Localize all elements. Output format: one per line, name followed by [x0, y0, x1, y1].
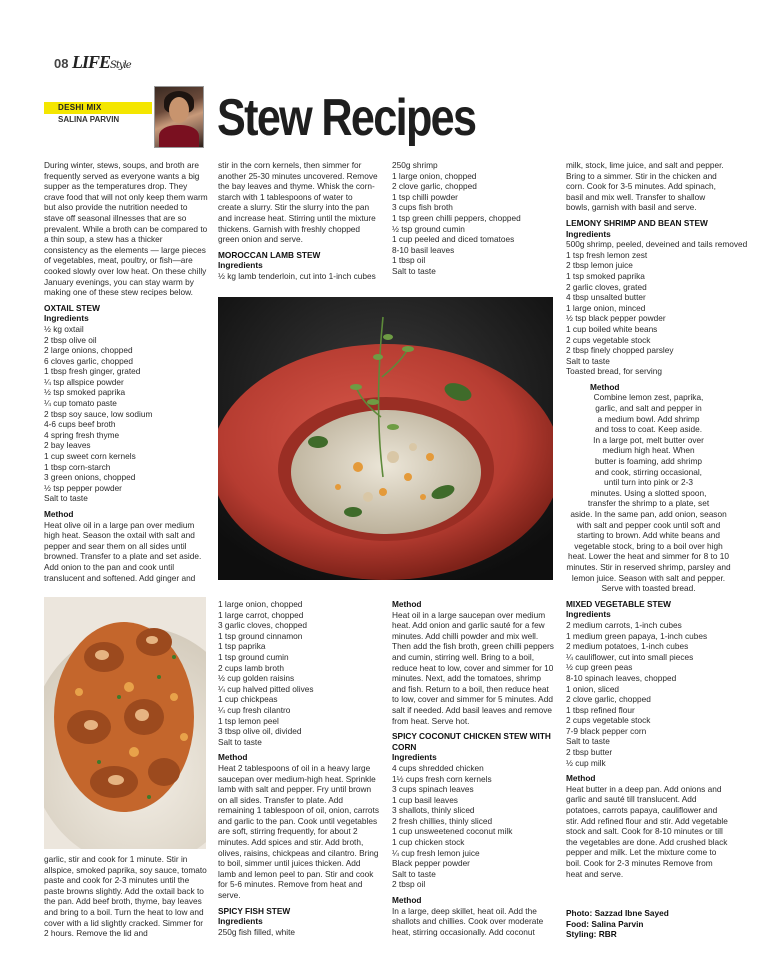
logo-sub: Style — [110, 60, 131, 71]
list-item: 1 tsp paprika — [218, 641, 266, 652]
list-item: Salt to taste — [44, 493, 88, 504]
mixed-ingredients-label: Ingredients — [566, 609, 611, 620]
photo-credits — [566, 908, 669, 940]
list-item: medium high heat. When — [602, 445, 695, 456]
list-item: Serve with toasted bread. — [601, 583, 696, 594]
list-item: 1 cup boiled white beans — [566, 323, 658, 334]
coconut-title: SPICY COCONUT CHICKEN STEW WITH CORN — [392, 731, 551, 752]
column-1-bottom — [44, 854, 208, 939]
page-title: Stew Recipes — [217, 89, 476, 147]
list-item: ¼ cauliflower, cut into small pieces — [566, 651, 694, 662]
list-item: 3 cups spinach leaves — [392, 784, 474, 795]
list-item: 4 tbsp unsalted butter — [566, 292, 646, 303]
list-item: aside. In the same pan, add onion, season — [570, 509, 727, 519]
list-item: ½ cup golden raisins — [218, 673, 295, 684]
list-item: 1 tsp ground cumin — [218, 651, 289, 662]
lamb-method-label: Method — [218, 752, 248, 763]
list-item: 1 tsp green chilli peppers, chopped — [392, 212, 521, 223]
list-item: heat. Lower the heat and simmer for 8 to 10 — [568, 551, 729, 562]
list-item: ½ tsp pepper powder — [44, 482, 122, 493]
list-item: 7-9 black pepper corn — [566, 725, 647, 736]
list-item: ¼ cup tomato paste — [44, 398, 117, 409]
column-2-bottom — [218, 599, 380, 937]
list-item: and cook, stirring occasional, — [595, 466, 702, 477]
list-item: 2 fresh chillies, thinly sliced — [392, 815, 493, 826]
list-item: 2 medium carrots, 1-inch cubes — [566, 619, 682, 630]
list-item: 2 cups vegetable stock — [566, 715, 651, 726]
list-item: starting to brown. Add white beans and — [577, 530, 720, 541]
stew-plate-illustration — [218, 297, 553, 580]
credit-food: Food: Salina Parvin — [566, 918, 644, 929]
list-item: Salt to taste — [218, 736, 262, 747]
list-item: 1 cup chicken stock — [392, 837, 465, 848]
list-item: ½ kg lamb tenderloin, cut into 1-inch cubes — [218, 270, 376, 281]
mixed-method: Heat butter in a deep pan. Add onions and garlic and sauté till translucent. Add potatoes, carrots papaya, cauliflower and stir. Add refined flour and stir. Add vegetable stock and salt. Cook for 8-10 minutes or till the vegetables are done. Add crushed black pepper and milk. Let the mixture come to boil. Cook for 2-3 minutes Remove from heat and serve. — [566, 783, 728, 879]
portrait-face — [169, 97, 189, 123]
list-item: 3 green onions, chopped — [44, 472, 136, 483]
list-item: 250g fish filled, white — [218, 926, 296, 937]
oxtail-method-b: garlic, stir and cook for 1 minute. Stir in allspice, smoked paprika, soy sauce, tomato paste and cook for 2-3 minutes until the paste browns slightly. Add the oxtail back to the pan. Add beef broth, thyme, bay leaves and bring to a boil. Turn the heat to low and cover with a lid slightly cracked. Simmer for 2 hours. Remove the lid and — [44, 854, 207, 939]
column-2-top — [218, 160, 378, 282]
list-item: 2 clove garlic, chopped — [392, 181, 477, 192]
list-item: until turn into pink or 2-3 — [603, 477, 693, 488]
oxtail-stew-illustration — [44, 597, 206, 849]
column-4 — [566, 160, 748, 879]
list-item: 250g shrimp — [392, 160, 438, 170]
list-item: 1 tsp ground cinnamon — [218, 630, 303, 641]
list-item: Salt to taste — [392, 868, 436, 879]
list-item: 2 garlic cloves, grated — [566, 281, 647, 292]
list-item: 6 cloves garlic, chopped — [44, 355, 134, 366]
list-item: 2 medium potatoes, 1-inch cubes — [566, 641, 689, 652]
list-item: 2 cups vegetable stock — [566, 334, 651, 345]
coconut-ingredients — [392, 763, 554, 890]
oxtail-method-label: Method — [44, 509, 74, 519]
list-item: 1 large onion, chopped — [218, 599, 303, 609]
list-item: 1 large onion, chopped — [392, 170, 477, 181]
credit-photo: Photo: Sazzad Ibne Sayed — [566, 908, 669, 918]
list-item: 1 medium green papaya, 1-inch cubes — [566, 630, 708, 641]
list-item: 2 tbsp butter — [566, 747, 613, 758]
list-item: 1 onion, sliced — [566, 683, 620, 694]
list-item: 1 tbsp corn-starch — [44, 461, 111, 472]
list-item: ½ cup green peas — [566, 662, 633, 673]
fish-title: SPICY FISH STEW — [218, 905, 291, 916]
list-item: minutes. Stir in reserved shrimp, parsley and — [566, 561, 731, 572]
list-item: transfer the shrimp to a plate, set — [587, 498, 710, 509]
author-name: SALINA PARVIN — [58, 115, 120, 124]
author-portrait — [154, 86, 204, 148]
list-item: Black pepper powder — [392, 858, 470, 869]
list-item: 1 large carrot, chopped — [218, 609, 304, 620]
oxtail-ingredients-label: Ingredients — [44, 313, 89, 324]
list-item: minutes. Using a slotted spoon, — [590, 487, 707, 498]
fish-ingredients-b — [392, 160, 554, 277]
list-item: 2 clove garlic, chopped — [566, 694, 651, 705]
coconut-method-a: In a large, deep skillet, heat oil. Add the shallots and chillies. Cook over moderate heat, stirring occasionally. Add coconut — [392, 905, 544, 937]
list-item: ½ tsp ground cumin — [392, 223, 465, 234]
list-item: 1 large onion, minced — [566, 302, 646, 313]
list-item: 2 tbsp soy sauce, low sodium — [44, 408, 153, 419]
intro-text: During winter, stews, soups, and broth are frequently served as everyone wants a big supper as the temperatures drop. They crave food that will not only keep them warm but also provide the nutrition needed to stave off seasonal illnesses that are so prevalent. While a broth can be compared to a thin soup, a stew has a thicker consistency as the elements — large pieces of vegetables, meat, poultry, or fish—are cooked slowly over low heat. On these chilly January evenings, you can stay warm by making one of these stew recipes below. — [44, 160, 208, 298]
fish-method: Heat oil in a large saucepan over medium heat. Add onion and garlic sauté for a few minutes. Add chilli powder and mix well. Then add the fish broth, green chilli peppers and cumin, stirring well. Bring to a boil, reduce heat to low, cover and simmer for 10 minutes. Next, add the tomatoes, shrimp and fish. Return to a boil, then reduce heat to low, cover and simmer for 5 minutes. Add salt if needed. Add basil leaves and remove from heat. Serve hot. — [392, 609, 554, 726]
fish-ingredients-label: Ingredients — [218, 916, 263, 927]
list-item: 1½ cups fresh corn kernels — [392, 773, 492, 784]
fish-ingredients-a — [218, 927, 380, 938]
list-item: 2 bay leaves — [44, 440, 91, 451]
list-item: 4 spring fresh thyme — [44, 429, 120, 440]
coconut-method-label: Method — [392, 895, 422, 906]
list-item: In a large pot, melt butter over — [593, 434, 704, 445]
mixed-ingredients — [566, 620, 731, 768]
mixed-title: MIXED VEGETABLE STEW — [566, 598, 671, 609]
list-item: 1 tsp lemon peel — [218, 715, 279, 726]
list-item: ¼ cup fresh lemon juice — [392, 847, 480, 858]
list-item: 1 cup chickpeas — [218, 694, 278, 705]
list-item: ½ tsp black pepper powder — [566, 313, 666, 324]
list-item: 2 tbsp finely chopped parsley — [566, 345, 674, 356]
list-item: 1 tsp smoked paprika — [566, 270, 645, 281]
lamb-ingredients-label: Ingredients — [218, 260, 263, 271]
oxtail-method-c: stir in the corn kernels, then simmer for another 25-30 minutes uncovered. Remove the bay leaves and thyme. Whisk the corn-starch with 1 tablespoons of water to create a slurry. Stir the slurry into the pan and increase heat. Stirring until the mixture thickens. Garnish with freshly chopped green onion and serve. — [218, 160, 378, 245]
list-item: ¼ cup fresh cilantro — [218, 704, 291, 715]
lemony-method-label: Method — [590, 381, 620, 392]
list-item: Salt to taste — [566, 736, 610, 747]
list-item: 500g shrimp, peeled, deveined and tails removed — [566, 239, 748, 250]
list-item: and toss to coat. Keep aside. — [594, 424, 702, 435]
lamb-title: MOROCCAN LAMB STEW — [218, 249, 321, 260]
list-item: vegetable stock, bring to a boil over high — [574, 540, 723, 551]
list-item: ¼ cup halved pitted olives — [218, 683, 314, 694]
coconut-method-b: milk, stock, lime juice, and salt and pepper. Bring to a simmer. Stir in the chicken and corn. Cook for 3-5 minutes. Add spinach, basil and mix well. Transfer to shallow bowls, garnish with basil and serve. — [566, 160, 724, 213]
list-item: 3 tbsp olive oil, divided — [218, 726, 302, 737]
lamb-ingredients-b — [218, 599, 380, 747]
list-item: Salt to taste — [392, 265, 436, 276]
list-item: ½ tsp smoked paprika — [44, 387, 126, 398]
list-item: lemon juice. Season with salt and pepper. — [571, 572, 726, 583]
list-item: 3 cups fish broth — [392, 202, 453, 213]
lamb-method: Heat 2 tablespoons of oil in a heavy large saucepan over medium-high heat. Sprinkle lamb with salt and pepper. Fry until brown on all sides. Transfer to plate. Add remaining 1 tablespoon of oil, onion, carrots and garlic to the pan. Cook until vegetables are soft, stirring frequently, for about 2 minutes. Add spices and stir. Add broth, olives, raisins, chickpeas and cilantro. Bring to boil, simmer until juices thicken. Add lamb and lemon peel to pan. Stir and cook for 5-6 minutes. Remove from heat and serve. — [218, 762, 379, 901]
list-item: with salt and pepper cook until soft and — [576, 519, 721, 530]
list-item: 8-10 basil leaves — [392, 244, 455, 255]
page-number: 08 — [54, 56, 69, 71]
list-item: ½ cup milk — [566, 757, 606, 768]
list-item: 1 tsp fresh lemon zest — [566, 249, 648, 260]
lamb-ingredients-a — [218, 271, 378, 282]
list-item: 8-10 spinach leaves, chopped — [566, 672, 677, 683]
list-item: 2 cups lamb broth — [218, 662, 284, 673]
list-item: 1 cup basil leaves — [392, 794, 458, 805]
list-item: ½ kg oxtail — [44, 323, 84, 334]
list-item: 1 cup sweet corn kernels — [44, 451, 136, 462]
list-item: 1 tbsp refined flour — [566, 704, 635, 715]
fish-method-label: Method — [392, 599, 422, 609]
mixed-method-label: Method — [566, 773, 596, 784]
magazine-logo — [72, 52, 131, 73]
column-1-top — [44, 160, 208, 583]
logo-main: LIFE — [72, 52, 111, 72]
lemony-method — [566, 392, 731, 593]
oxtail-title: OXTAIL STEW — [44, 302, 100, 313]
list-item: ¼ tsp allspice powder — [44, 376, 124, 387]
list-item: a medium bowl. Add shrimp — [597, 413, 700, 424]
list-item: Salt to taste — [566, 355, 610, 366]
oxtail-method-a: Heat olive oil in a large pan over medium high heat. Season the oxtail with salt and pepper and sear them on all sides until browned. Transfer to a plate and set aside. Add onion to the pan and cook until translucent and softened. Add ginger and — [44, 519, 202, 583]
coconut-ingredients-label: Ingredients — [392, 752, 437, 763]
list-item: 2 tbsp oil — [392, 879, 426, 890]
list-item: 2 large onions, chopped — [44, 345, 133, 356]
lemony-ingredients-label: Ingredients — [566, 228, 611, 239]
list-item: 3 garlic cloves, chopped — [218, 620, 308, 631]
lemony-title: LEMONY SHRIMP AND BEAN STEW — [566, 217, 708, 228]
lemony-ingredients — [566, 239, 748, 377]
list-item: garlic, and salt and pepper in — [595, 403, 702, 414]
list-item: butter is foaming, add shrimp — [595, 456, 702, 467]
column-3-bottom — [392, 599, 554, 937]
list-item: 1 tsp chilli powder — [392, 191, 458, 202]
list-item: 4 cups shredded chicken — [392, 762, 484, 773]
oxtail-ingredients — [44, 324, 208, 504]
list-item: 3 shallots, thinly sliced — [392, 805, 475, 816]
column-3-top — [392, 160, 554, 277]
credit-styling: Styling: RBR — [566, 929, 617, 940]
list-item: 1 cup peeled and diced tomatoes — [392, 234, 515, 245]
list-item: 1 tbsp oil — [392, 255, 426, 266]
stew-plate-photo — [218, 297, 553, 580]
list-item: Combine lemon zest, paprika, — [593, 392, 704, 403]
oxtail-stew-photo — [44, 597, 206, 849]
list-item: Toasted bread, for serving — [566, 366, 662, 377]
list-item: 2 tbsp lemon juice — [566, 260, 633, 271]
section-tag: DESHI MIX — [58, 103, 102, 112]
list-item: 2 tbsp olive oil — [44, 334, 97, 345]
list-item: 1 cup unsweetened coconut milk — [392, 826, 513, 837]
list-item: 4-6 cups beef broth — [44, 419, 116, 430]
portrait-body — [159, 125, 199, 148]
list-item: 1 tbsp fresh ginger, grated — [44, 366, 141, 377]
